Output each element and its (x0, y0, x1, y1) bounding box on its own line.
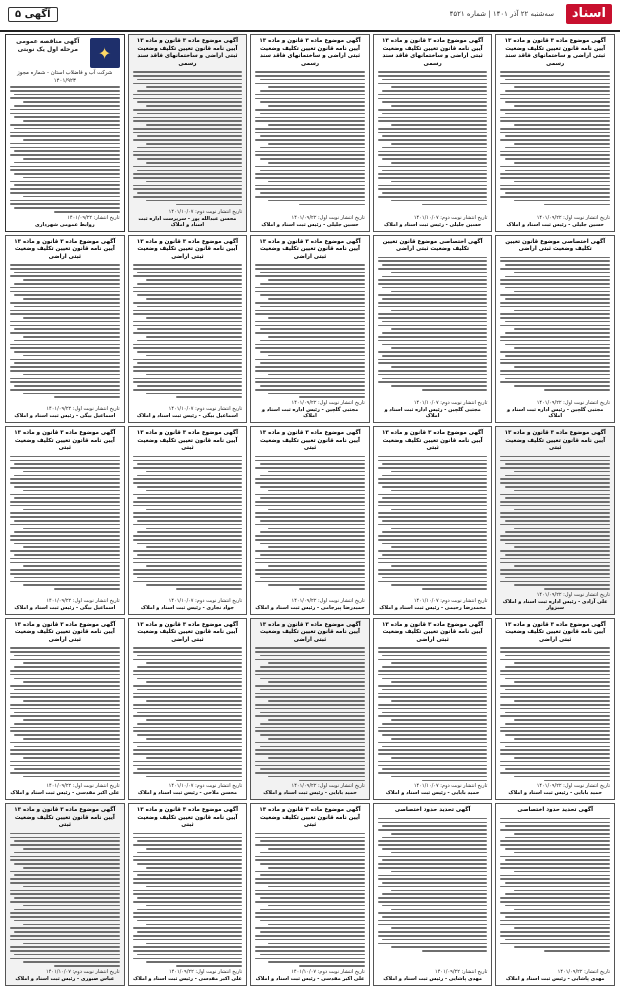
notice-date: تاریخ انتشار نوبت دوم: ۱۴۰۱/۱۰/۰۷ (46, 968, 120, 975)
legal-notice (495, 426, 615, 615)
notice-date: تاریخ انتشار: ۱۴۰۱/۰۹/۲۲ (67, 214, 120, 221)
notice-date: تاریخ انتشار: ۱۴۰۱/۰۹/۲۲ (435, 968, 488, 975)
legal-notice (495, 618, 615, 801)
notice-date: تاریخ انتشار نوبت اول: ۱۴۰۱/۰۹/۲۲ (46, 406, 120, 413)
notice-body (378, 817, 488, 967)
notice-body (10, 263, 120, 404)
legal-notice (373, 426, 493, 615)
notice-body (378, 646, 488, 781)
notice-title: آگهی موضوع ماده ۳ قانون و ماده ۱۳ آیین نامه قانون تعیین تکلیف وضعیت ثبتی (136, 430, 239, 452)
legal-notice (128, 34, 248, 232)
page-header (0, 0, 620, 32)
notice-signature: محسن ملاحی - رئیس ثبت اسناد و املاک (137, 790, 237, 797)
notice-signature: اسماعیل بیگی - رئیس ثبت اسناد و املاک (14, 604, 116, 611)
notice-body (133, 646, 243, 781)
notice-body (133, 70, 243, 206)
notice-body (378, 455, 488, 596)
notice-signature: مجتبی گلچین - رئیس اداره ثبت اسناد و املاک (507, 407, 604, 420)
notice-date: تاریخ انتشار نوبت اول: ۱۴۰۱/۰۹/۲۲ (291, 597, 365, 604)
notice-body (133, 455, 243, 596)
notice-signature: محسن عبدالله پور - سرپرست اداره ثبت اسناد و املاک (138, 215, 237, 228)
notice-body (500, 817, 610, 967)
notice-body (255, 70, 365, 212)
notice-date: تاریخ انتشار نوبت اول: ۱۴۰۱/۰۹/۲۲ (291, 783, 365, 790)
legal-notice (373, 803, 493, 986)
notice-signature: مهدی پاشایی - رئیس ثبت اسناد و املاک (383, 975, 482, 982)
notice-signature: حسین جلیلی - رئیس ثبت اسناد و املاک (383, 221, 482, 228)
notice-title: آگهی اختصاصی موضوع قانون تعیین تکلیف وضعیت ثبتی اراضی (505, 238, 606, 253)
notice-date: تاریخ انتشار نوبت اول: ۱۴۰۱/۰۹/۲۲ (46, 783, 120, 790)
notice-date: تاریخ انتشار نوبت دوم: ۱۴۰۱/۱۰/۰۷ (168, 406, 243, 413)
legal-notice (128, 803, 248, 986)
issue-line: سه‌شنبه ۲۲ آذر ۱۴۰۱ | شماره ۴۵۲۱ (449, 10, 554, 18)
notice-body (500, 646, 610, 781)
notice-body (10, 832, 120, 967)
notice-signature: علی آزادی - رئیس اداره ثبت اسناد و املاک سبزوار (502, 598, 608, 611)
notice-date: تاریخ انتشار نوبت اول: ۱۴۰۱/۰۹/۲۲ (168, 968, 243, 975)
notice-body (255, 832, 365, 967)
notice-signature: علی اکبر مقدسی - رئیس ثبت اسناد و املاک (132, 975, 242, 982)
notice-date: تاریخ انتشار نوبت اول: ۱۴۰۱/۰۹/۲۲ (291, 400, 365, 407)
legal-notice (495, 34, 615, 232)
legal-notice (5, 803, 125, 986)
notice-body (500, 455, 610, 590)
legal-notice (5, 426, 125, 615)
notice-title: آگهی موضوع ماده ۳ قانون و ماده ۱۳ آیین نامه قانون تعیین تکلیف وضعیت ثبتی اراضی (136, 238, 239, 260)
legal-notice (250, 235, 370, 424)
notice-title: آگهی موضوع ماده ۳ قانون و ماده ۱۳ آیین نامه قانون تعیین تکلیف وضعیت ثبتی اراضی (504, 621, 606, 643)
notice-date: تاریخ انتشار نوبت اول: ۱۴۰۱/۰۹/۲۲ (291, 214, 365, 221)
notice-signature: حمید بابایی - رئیس ثبت اسناد و املاک (263, 790, 357, 797)
legal-notice (250, 803, 370, 986)
notice-body (255, 455, 365, 596)
notice-date: تاریخ انتشار نوبت اول: ۱۴۰۱/۰۹/۲۲ (536, 214, 610, 221)
notice-date: تاریخ انتشار نوبت دوم: ۱۴۰۱/۱۰/۰۷ (413, 214, 488, 221)
notice-date: تاریخ انتشار نوبت دوم: ۱۴۰۱/۱۰/۰۷ (168, 783, 243, 790)
notice-signature: مهدی پاشایی - رئیس ثبت اسناد و املاک (505, 975, 605, 982)
notice-title: آگهی موضوع ماده ۳ قانون و ماده ۱۳ آیین نامه قانون تعیین تکلیف وضعیت ثبتی اراضی (259, 238, 361, 260)
legal-notice (128, 618, 248, 801)
notice-title: آگهی موضوع ماده ۳ قانون و ماده ۱۳ آیین نامه قانون تعیین تکلیف وضعیت ثبتی اراضی (381, 621, 484, 643)
notice-body (133, 832, 243, 967)
notice-date: تاریخ انتشار: ۱۴۰۱/۰۹/۲۲ (557, 968, 610, 975)
notice-signature: اسماعیل بیگی - رئیس ثبت اسناد و املاک (14, 413, 116, 420)
notice-date: تاریخ انتشار نوبت اول: ۱۴۰۱/۰۹/۲۲ (46, 597, 120, 604)
legal-notice (495, 803, 615, 986)
section-label: آگهی ۵ (8, 7, 58, 22)
notice-signature: محمدرضا رحیمی - رئیس ثبت اسناد و املاک (379, 604, 486, 611)
tender-notice (5, 34, 125, 232)
notice-signature: اسماعیل بیگی - رئیس ثبت اسناد و املاک (136, 413, 238, 420)
notice-signature: حمیدرضا پیرجامی - رئیس ثبت اسناد و املاک (255, 604, 365, 611)
notice-title: آگهی موضوع ماده ۳ قانون و ماده ۱۳ آیین نامه قانون تعیین تکلیف وضعیت ثبتی اراضی (136, 621, 239, 643)
legal-notice (373, 235, 493, 424)
notice-title: آگهی موضوع ماده ۳ قانون و ماده ۱۳ آیین نامه قانون تعیین تکلیف وضعیت ثبتی اراضی (14, 238, 116, 260)
notice-signature: حسین جلیلی - رئیس ثبت اسناد و املاک (506, 221, 604, 228)
notice-title: آگهی موضوع ماده ۳ قانون و ماده ۱۳ آیین نامه قانون تعیین تکلیف وضعیت ثبتی (504, 430, 606, 452)
notice-title: آگهی موضوع ماده ۳ قانون و ماده ۱۳ آیین نامه قانون تعیین تکلیف وضعیت ثبتی (381, 430, 484, 452)
tender-subtitle: شرکت آب و فاضلاب استان - شماره مجوز ۱۴۰۱/۹۲۳ (17, 70, 113, 84)
notice-title: آگهی موضوع ماده ۳ قانون و ماده ۱۳ آیین نامه قانون تعیین تکلیف وضعیت ثبتی (14, 430, 116, 452)
notice-signature: مجتبی گلچین - رئیس اداره ثبت اسناد و املاک (261, 407, 359, 420)
notice-signature: روابط عمومی شهرداری (35, 221, 95, 228)
notice-title: آگهی موضوع ماده ۳ قانون و ماده ۱۳ آیین نامه قانون تعیین تکلیف وضعیت ثبتی اراضی (259, 621, 361, 643)
notice-date: تاریخ انتشار نوبت دوم: ۱۴۰۱/۱۰/۰۷ (413, 783, 488, 790)
notice-title: آگهی اختصاصی موضوع قانون تعیین تکلیف وضعیت ثبتی اراضی (382, 238, 483, 253)
newspaper-logo: اسناد (566, 4, 612, 24)
legal-notice (250, 618, 370, 801)
notice-date: تاریخ انتشار نوبت دوم: ۱۴۰۱/۱۰/۰۷ (413, 597, 488, 604)
notice-body (500, 256, 610, 398)
notice-title: آگهی تحدید حدود اختصاصی (517, 807, 593, 814)
legal-notice (373, 618, 493, 801)
notice-date: تاریخ انتشار نوبت دوم: ۱۴۰۱/۱۰/۰۷ (291, 968, 365, 975)
notice-body (133, 263, 243, 404)
notice-date: تاریخ انتشار نوبت اول: ۱۴۰۱/۰۹/۲۲ (536, 400, 610, 407)
notice-title: آگهی موضوع ماده ۳ قانون و ماده ۱۳ آیین نامه قانون تعیین تکلیف وضعیت ثبتی اراضی و ساختمانهای فاقد سند رسمی (504, 38, 606, 67)
notice-title: آگهی موضوع ماده ۳ قانون و ماده ۱۳ آیین نامه قانون تعیین تکلیف وضعیت ثبتی اراضی و ساختمانهای فاقد سند رسمی (381, 38, 484, 67)
notice-signature: حسین جلیلی - رئیس ثبت اسناد و املاک (261, 221, 359, 228)
notice-signature: حمید بابایی - رئیس ثبت اسناد و املاک (508, 790, 603, 797)
notice-body (255, 646, 365, 781)
notice-date: تاریخ انتشار نوبت دوم: ۱۴۰۱/۱۰/۰۷ (168, 597, 243, 604)
notice-title: آگهی موضوع ماده ۳ قانون و ماده ۱۳ آیین نامه قانون تعیین تکلیف وضعیت ثبتی (136, 807, 239, 829)
notice-body (378, 70, 488, 212)
legal-notice (250, 34, 370, 232)
notice-signature: حمید بابایی - رئیس ثبت اسناد و املاک (385, 790, 480, 797)
notice-body (10, 85, 120, 212)
notice-signature: علی اکبر مقدسی - رئیس ثبت اسناد و املاک (255, 975, 365, 982)
notice-body (378, 256, 488, 398)
notice-title: آگهی موضوع ماده ۳ قانون و ماده ۱۳ آیین نامه قانون تعیین تکلیف وضعیت ثبتی (259, 430, 361, 452)
notice-body (255, 263, 365, 398)
tender-title: آگهی مناقصه عمومی مرحله اول یک نوبتی (16, 38, 80, 54)
organization-emblem-icon: ✦ (90, 38, 120, 68)
legal-notice (250, 426, 370, 615)
notice-body (10, 455, 120, 596)
notices-grid (5, 34, 615, 982)
notice-title: آگهی تحدید حدود اختصاصی (394, 807, 471, 814)
notice-date: تاریخ انتشار نوبت اول: ۱۴۰۱/۰۹/۲۲ (536, 591, 610, 598)
legal-notice (5, 618, 125, 801)
notice-signature: مجتبی گلچین - رئیس اداره ثبت اسناد و املاک (384, 407, 481, 420)
legal-notice (373, 34, 493, 232)
notice-body (500, 70, 610, 212)
notice-body (10, 646, 120, 781)
legal-notice (128, 426, 248, 615)
notice-date: تاریخ انتشار نوبت دوم: ۱۴۰۱/۱۰/۰۷ (413, 400, 488, 407)
notice-title: آگهی موضوع ماده ۳ قانون و ماده ۱۳ آیین نامه قانون تعیین تکلیف وضعیت ثبتی (14, 807, 116, 829)
notice-title: آگهی موضوع ماده ۳ قانون و ماده ۱۳ آیین نامه قانون تعیین تکلیف وضعیت ثبتی (259, 807, 361, 829)
legal-notice (495, 235, 615, 424)
notice-date: تاریخ انتشار نوبت اول: ۱۴۰۱/۰۹/۲۲ (536, 783, 610, 790)
notice-title: آگهی موضوع ماده ۳ قانون و ماده ۱۳ آیین نامه قانون تعیین تکلیف وضعیت ثبتی اراضی (14, 621, 116, 643)
notice-title: آگهی موضوع ماده ۳ قانون و ماده ۱۳ آیین نامه قانون تعیین تکلیف وضعیت ثبتی اراضی و ساختمانهای فاقد سند رسمی (259, 38, 361, 67)
notice-signature: عباس صبوری - رئیس ثبت اسناد و املاک (15, 975, 115, 982)
notice-signature: جواد نجاری - رئیس ثبت اسناد و املاک (140, 604, 234, 611)
notice-signature: علی اکبر مقدسی - رئیس ثبت اسناد و املاک (10, 790, 120, 797)
notice-title: آگهی موضوع ماده ۳ قانون و ماده ۱۳ آیین نامه قانون تعیین تکلیف وضعیت ثبتی اراضی و ساختمانهای فاقد سند رسمی (136, 38, 239, 67)
legal-notice (5, 235, 125, 424)
notice-date: تاریخ انتشار نوبت دوم: ۱۴۰۱/۱۰/۰۷ (168, 208, 243, 215)
legal-notice (128, 235, 248, 424)
